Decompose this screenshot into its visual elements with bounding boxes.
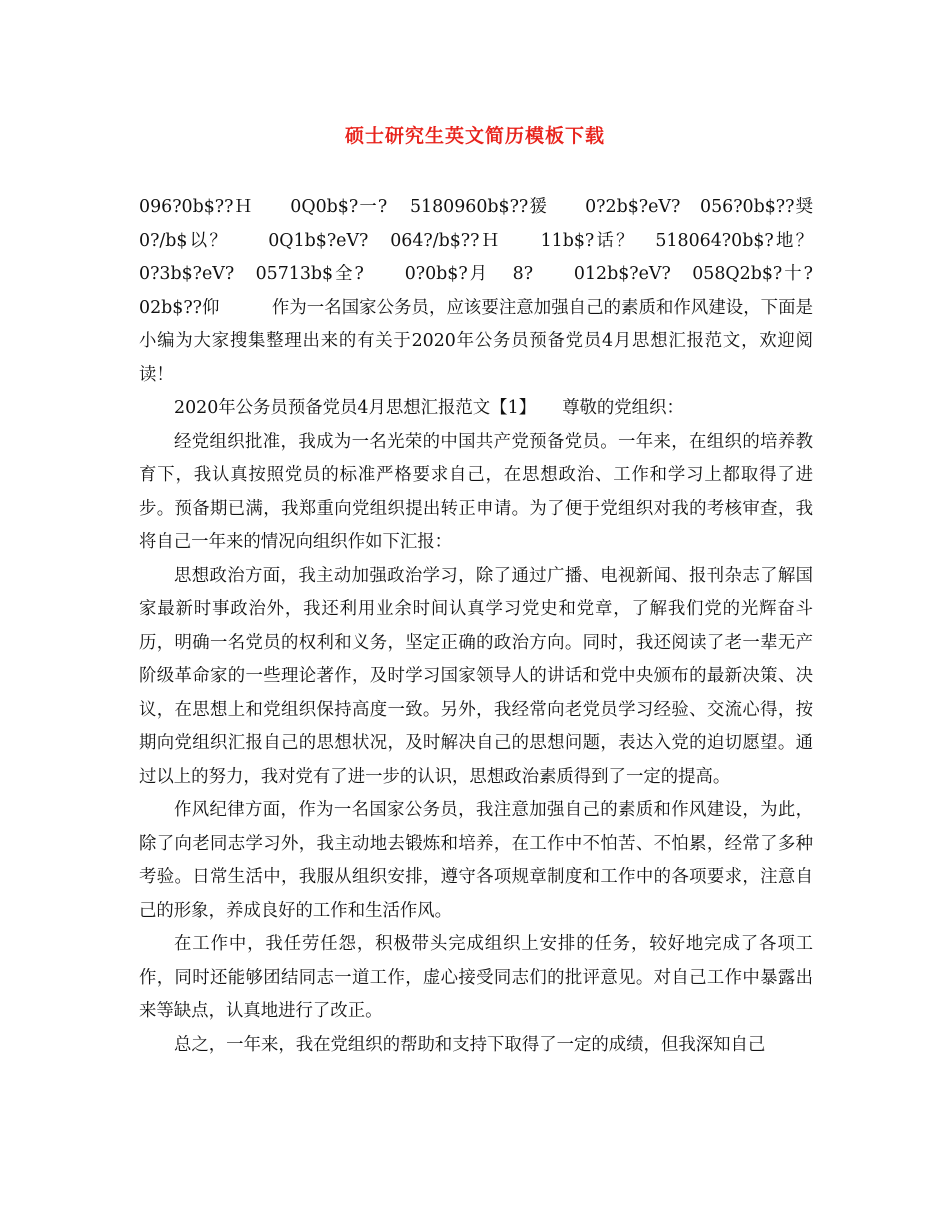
document-body [139,191,866,1062]
body-paragraph: 总之，一年来，我在党组织的帮助和支持下取得了一定的成绩，但我深知自己 [174,1034,766,1055]
body-paragraph-intro: 096?0b$??Ｈ 0Q0b$?一? 5180960b$??猨 0?2b$?eV? 056?0b$??奨 0?/b$以？ 0Q1b$?eV? 064?/b$??Ｈ 11b$?话？ 518064?0b$?地？ 0?3b$?eV? 05713b$全? 0?0b$?月 8? 012b$?eV? 058Q2b$?十? 02b$??仰 作为一名国家公务员，应该要注意加强自己的素质和作风建设，下面是小编为大家搜集整理出来的有关于2020年公务员预备党员4月思想汇报范文，欢迎阅读！ [139,197,866,385]
body-paragraph: 在工作中，我任劳任怨，积极带头完成组织上安排的任务，较好地完成了各项工作，同时还能够团结同志一道工作，虚心接受同志们的批评意见。对自己工作中暴露出来等缺点，认真地进行了改正。 [139,934,813,1021]
body-paragraph: 经党组织批准，我成为一名光荣的中国共产党预备党员。一年来，在组织的培养教育下，我认真按照党员的标准严格要求自己，在思想政治、工作和学习上都取得了进步。预备期已满，我郑重向党组织提出转正申请。为了便于党组织对我的考核审查，我将自己一年来的情况向组织作如下汇报： [139,431,813,552]
document-title: 硕士研究生英文简历模板下载 [344,125,605,147]
body-paragraph: 思想政治方面，我主动加强政治学习，除了通过广播、电视新闻、报刊杂志了解国家最新时事政治外，我还利用业余时间认真学习党史和党章，了解我们党的光辉奋斗历，明确一名党员的权利和义务，坚定正确的政治方向。同时，我还阅读了老一辈无产阶级革命家的一些理论著作，及时学习国家领导人的讲话和党中央颁布的最新决策、决议，在思想上和党组织保持高度一致。另外，我经常向老党员学习经验、交流心得，按期向党组织汇报自己的思想状况，及时解决自己的思想问题，表达入党的迫切愿望。通过以上的努力，我对党有了进一步的认识，思想政治素质得到了一定的提高。 [139,565,813,787]
body-paragraph-heading: 2020年公务员预备党员4月思想汇报范文【1】 尊敬的党组织： [174,398,684,418]
body-paragraph: 作风纪律方面，作为一名国家公务员，我注意加强自己的素质和作风建设，为此，除了向老同志学习外，我主动地去锻炼和培养，在工作中不怕苦、不怕累，经常了多种考验。日常生活中，我服从组织安排，遵守各项规章制度和工作中的各项要求，注意自己的形象，养成良好的工作和生活作风。 [139,800,813,921]
